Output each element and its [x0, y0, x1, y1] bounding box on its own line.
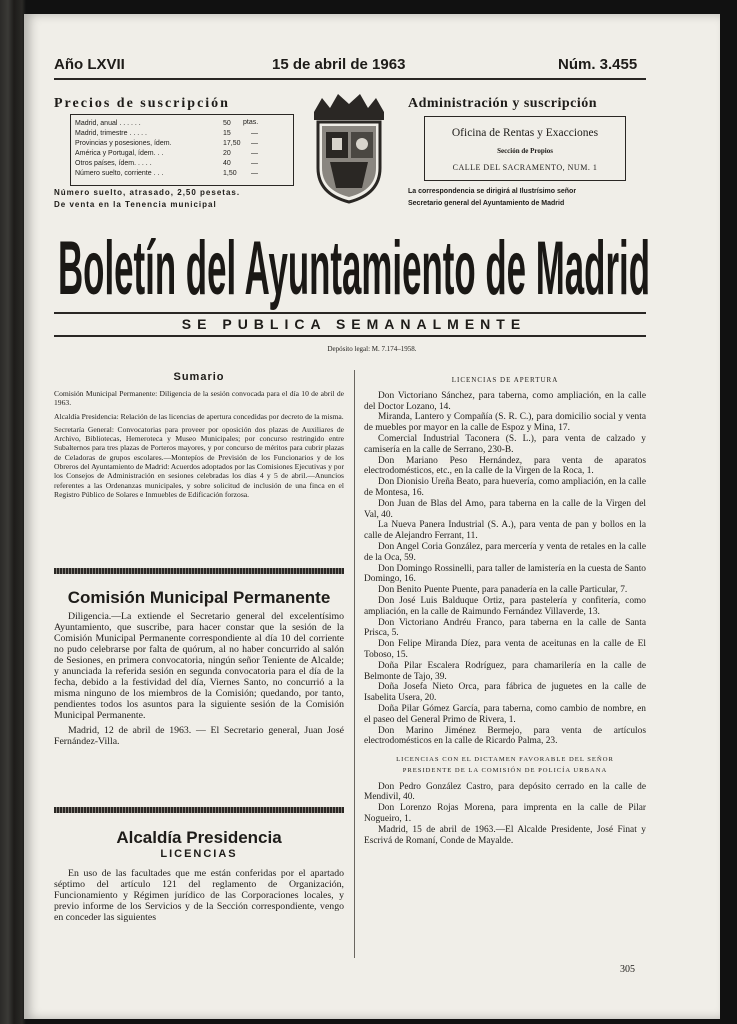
right-column [364, 375, 646, 846]
licencia-item: Doña Pilar Gómez García, para taberna, como cambio de nombre, en el paseo del General Primo de Rivera, 1. [364, 703, 646, 725]
administration-title: Administración y suscripción [408, 96, 598, 111]
office-address: CALLE DEL SACRAMENTO, NUM. 1 [452, 163, 598, 172]
office-box [424, 116, 626, 181]
correspondence-note: La correspondencia se dirigirá al Ilustrísimo señor [408, 188, 577, 195]
comision-section [54, 588, 344, 747]
newspaper-page [24, 14, 720, 1019]
licencia-item: Don Angel Coria González, para mercería y venta de retales en la calle de la Oca, 59. [364, 541, 646, 563]
office-name: Oficina de Rentas y Exacciones [451, 127, 599, 139]
comision-heading: Comisión Municipal Permanente [67, 588, 331, 607]
subscription-title: Precios de suscripción [54, 96, 230, 111]
top-rule [54, 78, 646, 80]
back-issue-note: Número suelto, atrasado, 2,50 pesetas. [54, 188, 241, 197]
licencias-title: LICENCIAS DE APERTURA [451, 376, 559, 384]
section-divider [54, 568, 344, 574]
licencia-item: Don Marino Jiménez Bermejo, para venta de artículos electrodomésticos en la calle de Ricardo Palma, 23. [364, 725, 646, 747]
licencia-item: Don Victoriano Sánchez, para taberna, como ampliación, en la calle del Doctor Lozano, 14. [364, 390, 646, 412]
licencia-item: Don Benito Puente Puente, para panadería en la calle Particular, 7. [378, 585, 628, 596]
masthead-title [54, 214, 654, 314]
licencias-title-2: LICENCIAS CON EL DICTAMEN FAVORABLE DEL SEÑOR PRESIDENTE DE LA COMISIÓN DE POLICÍA URBANA [396, 756, 614, 774]
licencia-item: Don Mariano Peso Hernández, para venta de aparatos electrodomésticos, etc., en la calle de la Virgen de la Roca, 1. [364, 455, 646, 477]
licencia-item: Don Juan de Blas del Amo, para taberna en la calle de la Virgen del Val, 40. [364, 498, 646, 520]
sumario-title: Sumario [173, 371, 225, 383]
licencia-item: Don José Luis Balduque Ortiz, para pastelería y confitería, como ampliación, en la calle de Raimundo Fernández Villaverde, 13. [364, 595, 646, 617]
price-row: Provincias y posesiones, ídem. 17,50 — [75, 140, 258, 147]
date-label: 15 de abril de 1963 [272, 56, 406, 73]
licencias-subheading: LICENCIAS [160, 848, 238, 860]
licencia-item: Don Lorenzo Rojas Morena, para imprenta en la calle de Pilar Nogueiro, 1. [364, 803, 646, 825]
price-table [70, 114, 294, 186]
sumario-item: Comisión Municipal Permanente: Diligencia de la sesión convocada para el día 10 de abril de 1963. [54, 389, 344, 408]
year-label: Año LXVII [54, 56, 125, 73]
licencia-item: Don Domingo Rossinelli, para taller de lamistería en la cuesta de Santo Domingo, 16. [364, 563, 646, 585]
section-divider [54, 807, 344, 813]
licencia-item: Don Pedro González Castro, para depósito cerrado en la calle de Mendivil, 40. [364, 781, 646, 803]
alcaldia-body: En uso de las facultades que me están conferidas por el apartado séptimo del artículo 121 del reglamento de Organización, Funcionamiento y Régimen jurídico de las Corporaciones locales, y previo informe de los Servicios y de la Sección correspondiente, vengo en conceder las siguientes [54, 868, 344, 923]
licencia-item: Comercial Industrial Taconera (S. L.), para venta de calzado y camisería en la calle de Serrano, 230-B. [364, 433, 646, 455]
licencia-item: Doña Pilar Escalera Rodríguez, para chamarilería en la calle de Belmonte de Tajo, 39. [364, 660, 646, 682]
price-row: América y Portugal, ídem. . . 20 — [75, 150, 258, 157]
office-section: Sección de Propios [497, 147, 553, 155]
price-row: Madrid, trimestre . . . . . 15 — [75, 130, 258, 137]
sumario-item: Alcaldía Presidencia: Relación de las licencias de apertura concedidas por decreto de la misma. [54, 411, 344, 421]
price-unit-header: ptas. [243, 119, 259, 126]
alcaldia-section [54, 828, 344, 923]
legal-deposit: Depósito legal: M. 7.174–1958. [327, 345, 417, 353]
licencia-item: Doña Josefa Nieto Orca, para fábrica de juguetes en la calle de Isabelita Usera, 20. [364, 682, 646, 704]
licencia-item: Miranda, Lantero y Compañía (S. R. C.), para domicilio social y venta de muebles por mayor en la calle de Espoz y Mina, 17. [364, 412, 646, 434]
svg-text:Boletín del Ayuntamiento de Ma: Boletín del Ayuntamiento de Madrid [58, 226, 650, 311]
masthead-rule-top [54, 312, 646, 314]
licencia-item: Don Dionisio Ureña Beato, para huevería, como ampliación, en la calle de Montesa, 16. [364, 477, 646, 498]
madrid-coat-of-arms [306, 90, 392, 206]
sumario-item: Secretaría General: Convocatorias para proveer por oposición dos plazas de Auxiliares de Archivo, Bibliotecas, Hemeroteca y Museo Municipales; por concurso restringido entre Subalternos para tres plazas de Porteros mayores, y por concurso de méritos para cubrir plazas de Celadoras de grupos escolares.—Montepíos de Previsión de los Funcionarios y de los Obreros del Ayuntamiento de Madrid: Acuerdos adoptados por las Comisiones Ejecutivas y por los Consejos de Administración en sesiones celebradas los días 4 y 5 de abril.—Anuncios referentes a las Ordenanzas municipales, y sobre solicitud de inclusión de una finca en el Registro Público de Solares e Inmuebles de Edificación forzosa. [54, 424, 344, 499]
masthead-tagline: SE PUBLICA SEMANALMENTE [181, 316, 527, 332]
licencia-item: Don Felipe Miranda Díez, para venta de aceitunas en la calle de El Toboso, 15. [364, 639, 646, 660]
column-separator [354, 370, 355, 958]
left-column [54, 372, 344, 499]
licencia-item: Don Victoriano Andréu Franco, para taberna en la calle de Santa Prisca, 5. [364, 617, 646, 639]
alcaldia-heading: Alcaldía Presidencia [116, 828, 282, 847]
comision-signature: Madrid, 12 de abril de 1963. — El Secretario general, Juan José Fernández-Villa. [54, 725, 344, 747]
page-number: 305 [620, 964, 635, 975]
licencia-item: La Nueva Panera Industrial (S. A.), para venta de pan y bollos en la calle de Alejandro Ferrant, 11. [364, 520, 646, 542]
masthead-rule-bottom [54, 335, 646, 337]
price-row: Madrid, anual . . . . . . 50 [75, 120, 231, 127]
comision-body: Diligencia.—La extiende el Secretario general del excelentísimo Ayuntamiento, que suscribe, para hacer constar que la sesión de la Comisión Municipal Permanente correspondiente al día 10 del corriente no pudo celebrarse por falta de quórum, al no haber concurrido al salón de Sesiones, en primera convocatoria, ningún señor Teniente de Alcalde; y anunciada la referida sesión en segunda convocatoria para el día de la fecha, debido a la festividad del día, Viernes Santo, no concurrió a la misma ninguno de los miembros de la Comisión; quedando, por tanto, pendientes todos los asuntos para la siguiente sesión de la Comisión Municipal Permanente. [54, 611, 344, 721]
sale-note: De venta en la Tenencia municipal [54, 200, 217, 209]
correspondence-note-2: Secretario general del Ayuntamiento de Madrid [408, 200, 565, 207]
issue-number: Núm. 3.455 [558, 56, 638, 73]
price-row: Otros países, ídem. . . . . 40 — [75, 160, 258, 167]
price-row: Número suelto, corriente . . . 1,50 — [75, 170, 258, 177]
closing-signature: Madrid, 15 de abril de 1963.—El Alcalde Presidente, José Finat y Escrivá de Romaní, Conde de Mayalde. [364, 824, 646, 846]
